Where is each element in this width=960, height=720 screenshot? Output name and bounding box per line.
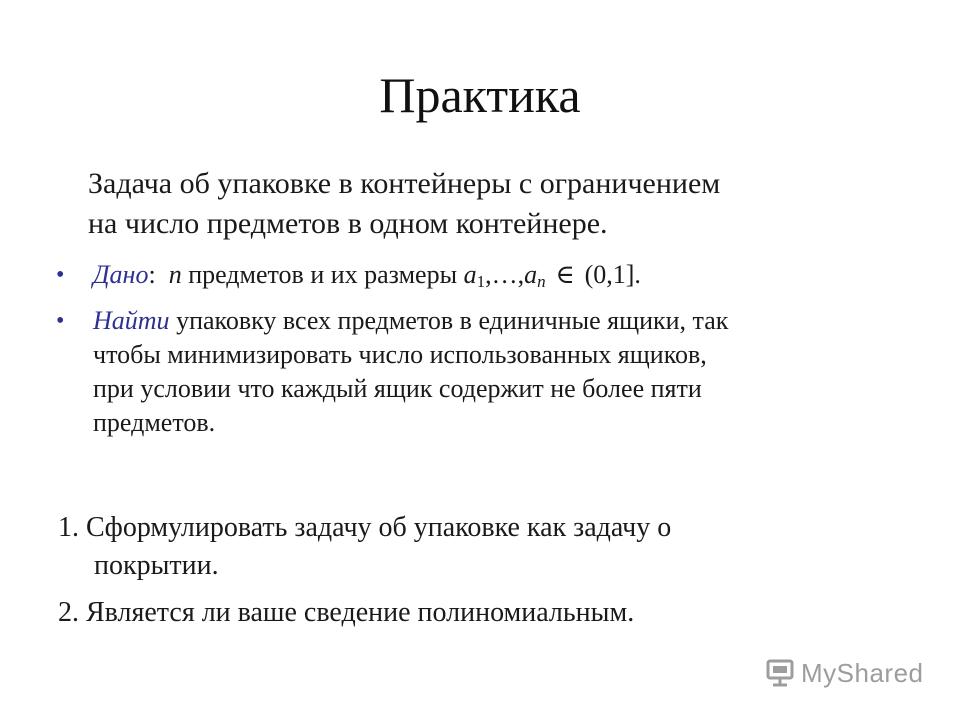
var-an: a (524, 260, 538, 289)
given-keyword: Дано (93, 260, 149, 289)
given-text: предметов и их размеры (181, 260, 464, 289)
find-line-1 (93, 304, 873, 338)
subscript-1: 1 (476, 272, 486, 291)
ellipsis: ,…, (485, 260, 525, 289)
bullet-dot: • (56, 308, 65, 334)
task-1-line-2: покрытии. (94, 550, 219, 581)
find-keyword: Найти (93, 306, 170, 335)
intro-line-1: Задача об упаковке в контейнеры с ограничением (88, 167, 721, 200)
slide-title: Практика (379, 67, 581, 123)
task-2: 2. Является ли ваше сведение полиномиальным. (58, 597, 635, 628)
find-text-1: упаковку всех предметов в единичные ящики, так (169, 306, 729, 335)
intro-paragraph (88, 164, 913, 244)
var-a1: a (463, 260, 477, 289)
task-1 (58, 509, 894, 585)
intro-line-2: на число предметов в одном контейнере. (88, 207, 608, 240)
find-line-3: при условии что каждый ящик содержит не более пяти (93, 374, 702, 403)
bullet-dot: • (56, 262, 65, 288)
task-1-line-1: 1. Сформулировать задачу об упаковке как задачу о (58, 512, 672, 543)
given-bullet (56, 258, 873, 299)
watermark-text: MyShared (801, 657, 924, 688)
find-line-4: предметов. (93, 408, 216, 437)
element-of-symbol: ∈ (555, 260, 575, 289)
find-bullet (56, 304, 873, 440)
subscript-n: n (537, 272, 546, 291)
interval: (0,1]. (584, 260, 641, 289)
projector-screen-icon (765, 658, 795, 688)
var-n: n (168, 260, 182, 289)
given-colon: : (148, 260, 156, 289)
watermark (765, 653, 924, 693)
find-line-2: чтобы минимизировать число использованных ящиков, (93, 340, 707, 369)
